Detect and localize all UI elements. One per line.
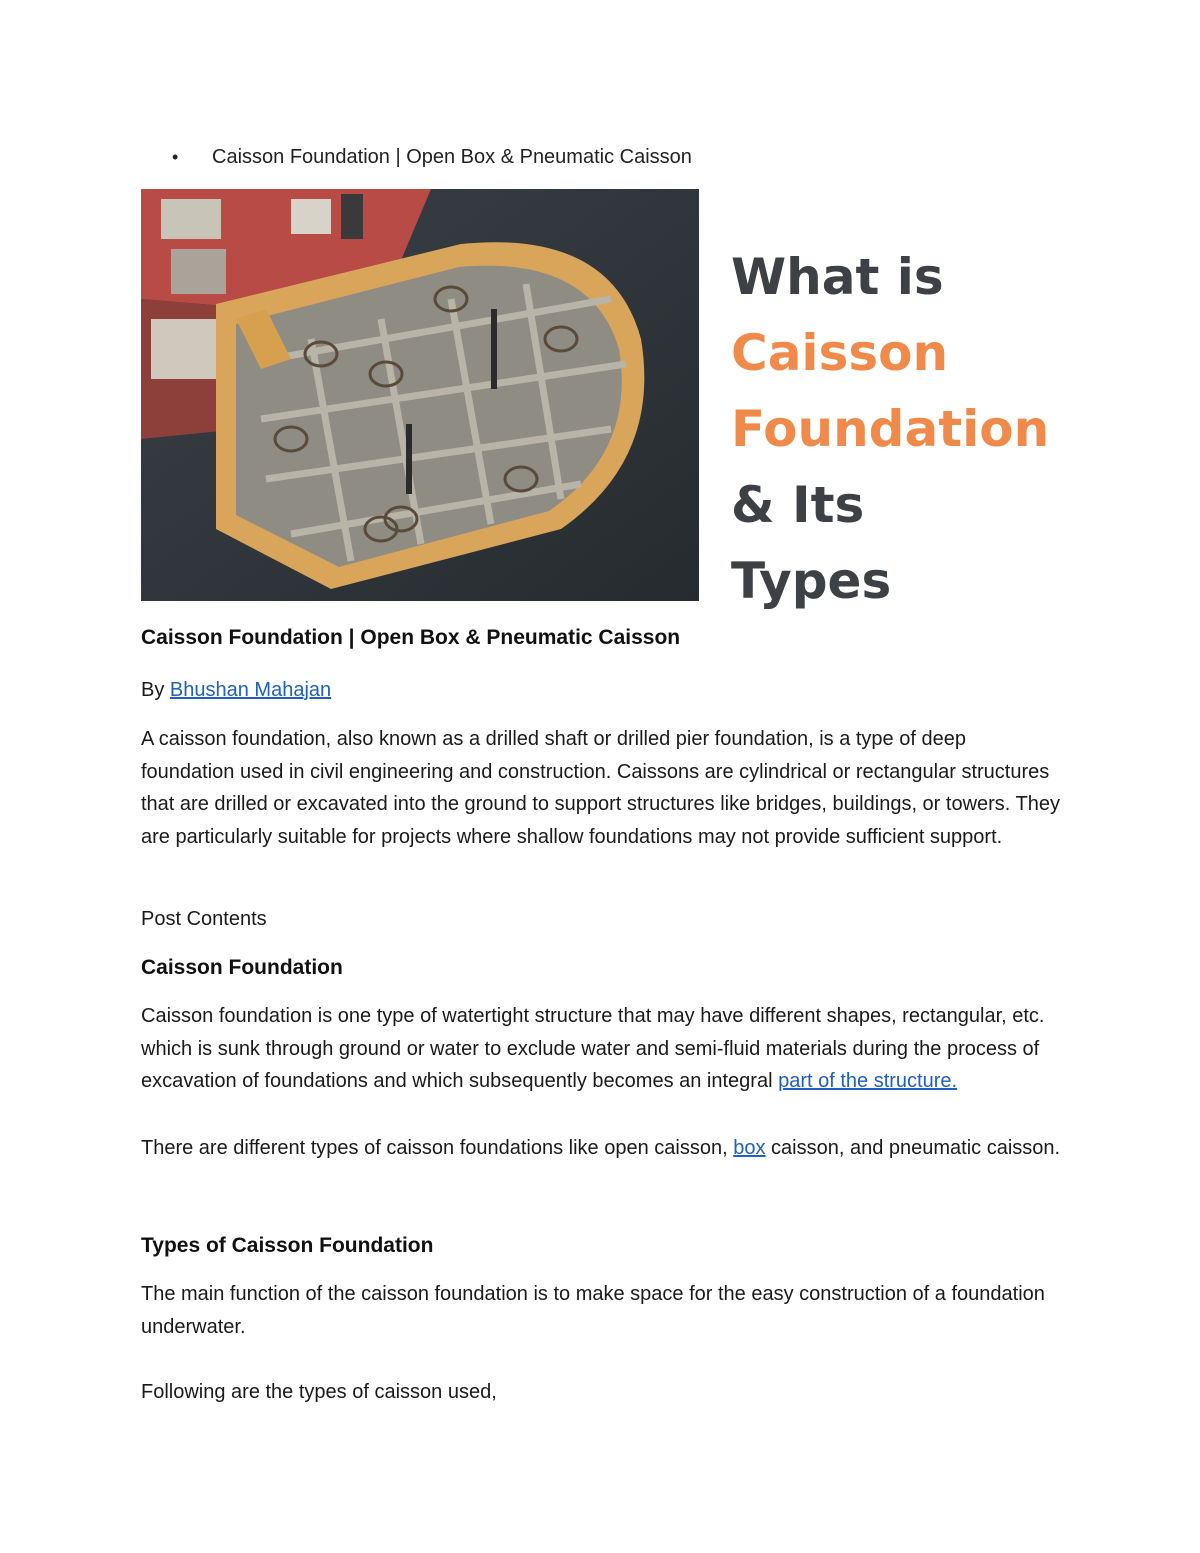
part-of-structure-link[interactable]: part of the structure. [778, 1070, 958, 1092]
hero-title-line4: & Its Types [731, 476, 892, 610]
box-link[interactable]: box [733, 1137, 766, 1159]
author-link[interactable]: Bhushan Mahajan [169, 679, 332, 701]
article-title: Caisson Foundation | Open Box & Pneumatic Caisson [141, 626, 681, 649]
bullet-text: Caisson Foundation | Open Box & Pneumatic Caisson [212, 146, 692, 168]
section1-paragraph [141, 1000, 1061, 1098]
types-text-before: There are different types of caisson foundations like open caisson, [141, 1137, 734, 1159]
types-paragraph [141, 1132, 1060, 1165]
bullet-icon: • [172, 147, 179, 167]
post-contents-label: Post Contents [141, 908, 267, 930]
section2-paragraph: The main function of the caisson foundation is to make space for the easy construction of a foundation underwater. [141, 1283, 1045, 1338]
byline [141, 674, 331, 707]
section-heading-caisson-foundation: Caisson Foundation [141, 956, 343, 979]
section-heading-types: Types of Caisson Foundation [141, 1234, 434, 1257]
section1-text: Caisson foundation is one type of watertight structure that may have different shapes, rectangular, etc. which is sunk through ground or water to exclude water and semi-fluid materials during the process of excavation of foundations and which subsequently becomes an integral [141, 1005, 1045, 1092]
caisson-photo [141, 189, 699, 601]
hero-title-line1: What is [731, 248, 944, 306]
intro-paragraph: A caisson foundation, also known as a drilled shaft or drilled pier foundation, is a type of deep foundation used in civil engineering and construction. Caissons are cylindrical or rectangular structures that are drilled or excavated into the ground to support structures like bridges, buildings, or towers. They are particularly suitable for projects where shallow foundations may not provide sufficient support. [141, 728, 1061, 848]
bullet-list-item [172, 143, 692, 171]
caisson-illustration [141, 189, 699, 601]
hero-image [141, 189, 1050, 610]
following-line: Following are the types of caisson used, [141, 1381, 497, 1403]
byline-prefix: By [141, 679, 170, 701]
hero-title-line2: Caisson [731, 324, 949, 382]
types-text-after: caisson, and pneumatic caisson. [765, 1137, 1061, 1159]
hero-title-line3: Foundation [731, 400, 1050, 458]
hero-title [731, 239, 1050, 619]
